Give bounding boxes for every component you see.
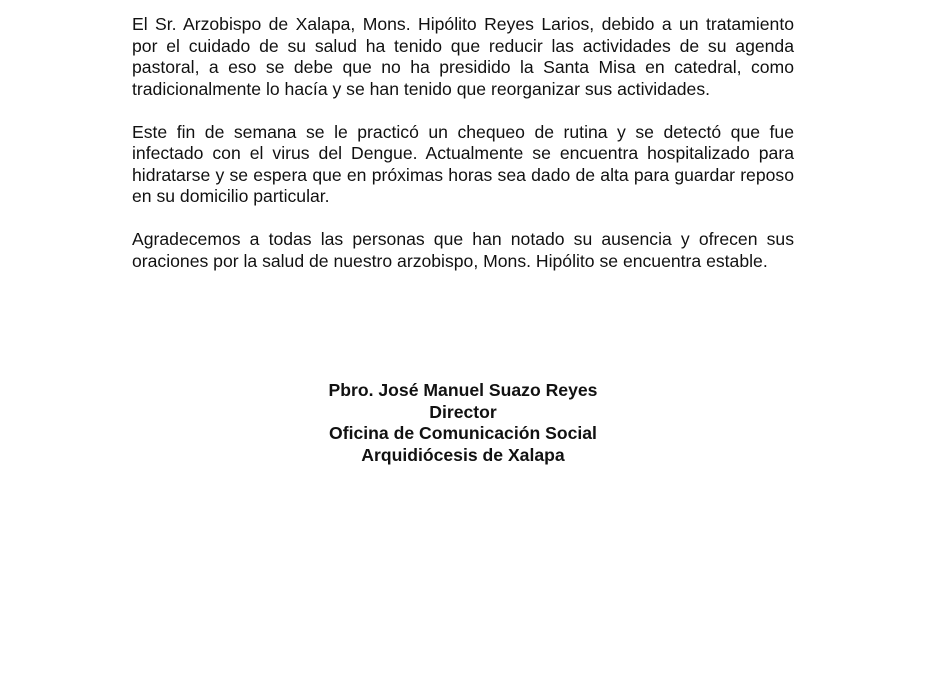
signature-block [230,380,696,466]
signature-organization: Arquidiócesis de Xalapa [361,444,565,465]
paragraph-health-treatment: El Sr. Arzobispo de Xalapa, Mons. Hipólito Reyes Larios, debido a un tratamiento por el cuidado de su salud ha tenido que reducir las actividades de su agenda pastoral, a eso se debe que no ha presidido la Santa Misa en catedral, como tradicionalmente lo hacía y se han tenido que reorganizar sus actividades. [132,14,794,99]
paragraph-gratitude: Agradecemos a todas las personas que han notado su ausencia y ofrecen sus oraciones por la salud de nuestro arzobispo, Mons. Hipólito se encuentra estable. [132,229,794,271]
signature-office: Oficina de Comunicación Social [329,423,597,443]
document-body [132,14,794,294]
signature-title: Director [429,401,497,422]
signature-name: Pbro. José Manuel Suazo Reyes [328,380,598,400]
paragraph-dengue-diagnosis: Este fin de semana se le practicó un chequeo de rutina y se detectó que fue infectado con el virus del Dengue. Actualmente se encuentra hospitalizado para hidratarse y se espera que en próximas horas sea dado de alta para guardar reposo en su domicilio particular. [132,121,794,206]
